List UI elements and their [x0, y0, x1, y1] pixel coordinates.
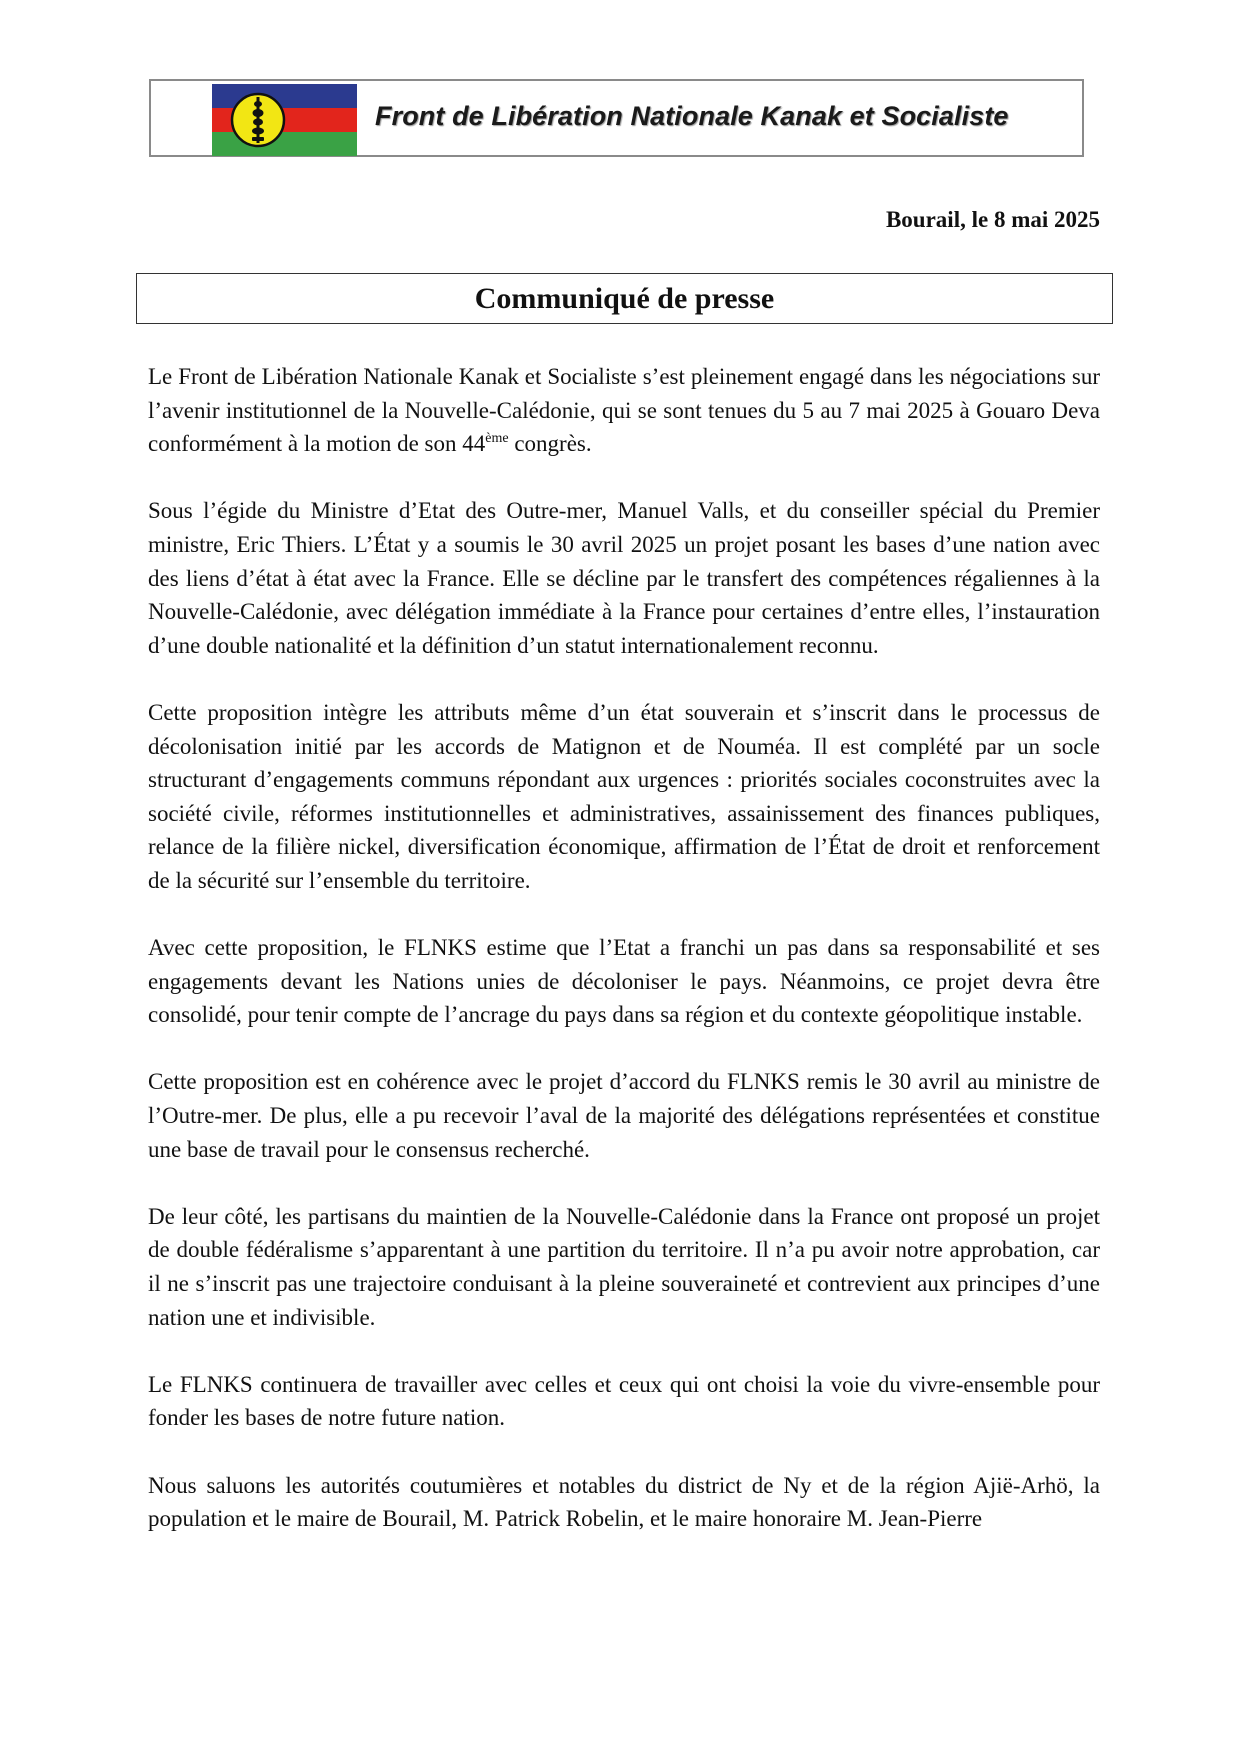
paragraph-5: Cette proposition est en cohérence avec le projet d’accord du FLNKS remis le 30 avril au ministre de l’Outre-mer. De plus, elle a pu recevoir l’aval de la majorité des délégations représentées et constitue une base de travail pour le consensus recherché.	[148, 1069, 1100, 1162]
paragraph-1-text: Le Front de Libération Nationale Kanak et Socialiste s’est pleinement engagé dans les négociations sur l’avenir institutionnel de la Nouvelle-Calédonie, qui se sont tenues du 5 au 7 mai 2025 à Gouaro Deva conformément à la motion de son 44	[148, 364, 1100, 457]
paragraph-4: Avec cette proposition, le FLNKS estime que l’Etat a franchi un pas dans sa responsabilité et ses engagements devant les Nations unies de décoloniser le pays. Néanmoins, ce projet devra être consolidé, pour tenir compte de l’ancrage du pays dans sa région et du contexte géopolitique instable.	[148, 935, 1100, 1028]
paragraph-3: Cette proposition intègre les attributs même d’un état souverain et s’inscrit dans le processus de décolonisation initié par les accords de Matignon et de Nouméa. Il est complété par un socle structurant d’engagements communs répondant aux urgences : priorités sociales coconstruites avec la société civile, réformes institutionnelles et administratives, assainissement des finances publiques, relance de la filière nickel, diversification économique, affirmation de l’État de droit et renforcement de la sécurité sur l’ensemble du territoire.	[148, 699, 1100, 893]
paragraph-7: Le FLNKS continuera de travailler avec celles et ceux qui ont choisi la voie du vivre-ensemble pour fonder les bases de notre future nation.	[148, 1371, 1100, 1431]
flag-stripe-bottom	[212, 132, 357, 156]
document-title-box	[136, 273, 1113, 324]
document-title: Communiqué de presse	[474, 282, 775, 315]
kanaky-flag-icon	[212, 84, 357, 156]
press-release-body	[148, 360, 1100, 1569]
ordinal-suffix: ème	[485, 431, 509, 447]
paragraph-1	[148, 360, 1100, 461]
organization-name: Front de Libération Nationale Kanak et Socialiste	[375, 101, 1009, 131]
paragraph-8: Nous saluons les autorités coutumières et notables du district de Ny et de la région Ajië-Arhö, la population et le maire de Bourail, M. Patrick Robelin, et le maire honoraire M. Jean-Pierre	[148, 1472, 1100, 1532]
date-line: Bourail, le 8 mai 2025	[885, 207, 1100, 232]
flag-stripe-top	[212, 84, 357, 108]
paragraph-6: De leur côté, les partisans du maintien de la Nouvelle-Calédonie dans la France ont proposé un projet de double fédéralisme s’apparentant à une partition du territoire. Il n’a pu avoir notre approbation, car il ne s’inscrit pas une trajectoire conduisant à la pleine souveraineté et contrevient aux principes d’une nation une et indivisible.	[148, 1203, 1100, 1330]
letterhead	[149, 79, 1084, 157]
paragraph-1-end: congrès.	[508, 431, 592, 457]
paragraph-2: Sous l’égide du Ministre d’Etat des Outre-mer, Manuel Valls, et du conseiller spécial du Premier ministre, Eric Thiers. L’État y a soumis le 30 avril 2025 un projet posant les bases d’une nation avec des liens d’état à état avec la France. Elle se décline par le transfert des compétences régaliennes à la Nouvelle-Calédonie, avec délégation immédiate à la France pour certaines d’entre elles, l’instauration d’une double nationalité et la définition d’un statut internationalement reconnu.	[148, 498, 1100, 658]
